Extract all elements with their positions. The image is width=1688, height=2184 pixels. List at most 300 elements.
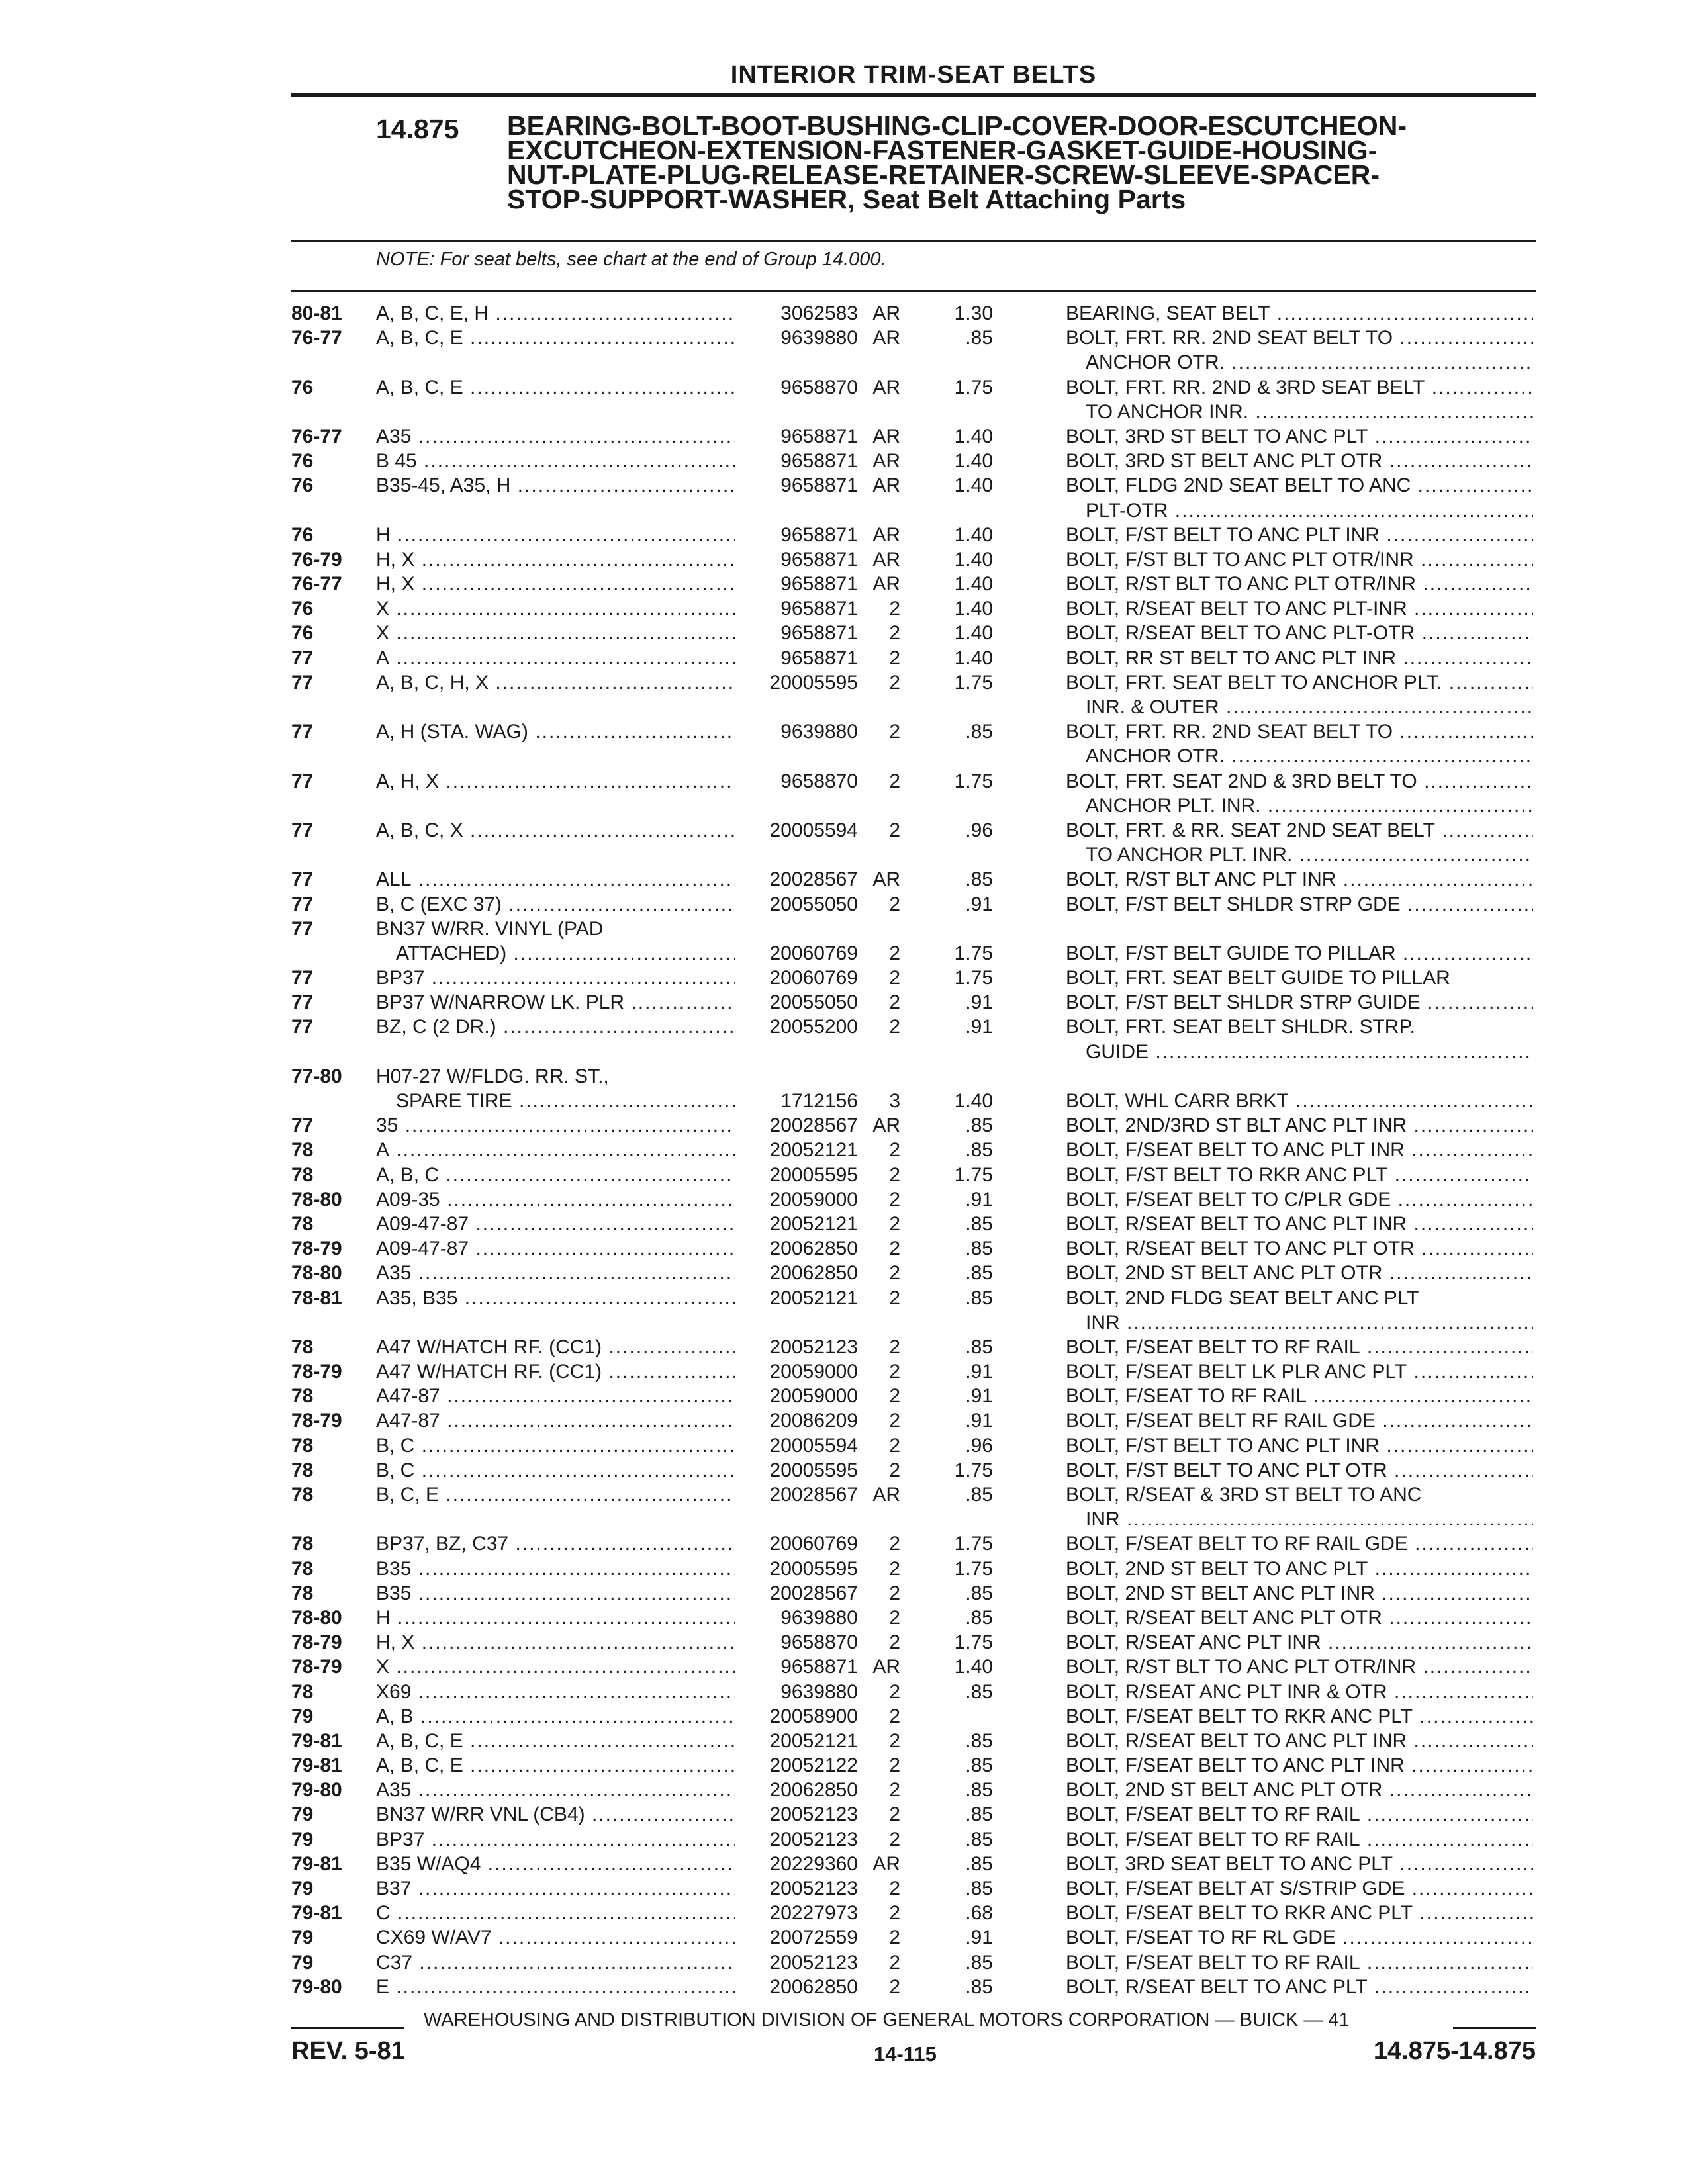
table-row [291,1261,1536,1285]
table-row [291,1827,1536,1852]
model-application: B, C (EXC 37) ..... [376,892,735,917]
model-application: ATTACHED) ..... [396,941,735,966]
table-row [291,990,1536,1015]
table-row [291,1236,1536,1261]
price: .85 [965,1212,993,1235]
part-number: 9658871 [780,647,858,669]
model-application: H, X ..... [376,1630,735,1655]
revision-label: REV. 5-81 [291,2037,405,2065]
model-year: 79 [291,1878,314,1899]
model-application: A ..... [376,646,735,670]
description: BOLT, F/SEAT BELT TO RF RAIL ..... [1066,1802,1533,1827]
description: BOLT, F/SEAT BELT TO RF RAIL ..... [1066,1827,1533,1852]
table-row [291,1040,1536,1064]
description: BOLT, R/SEAT BELT TO ANC PLT INR ..... [1066,1729,1533,1753]
model-year: 77 [291,893,314,915]
part-number: 20052123 [769,1803,858,1826]
description: BOLT, F/ST BLT TO ANC PLT OTR/INR ..... [1066,547,1533,572]
description: BOLT, F/ST BELT TO ANC PLT OTR ..... [1066,1458,1533,1482]
description: BOLT, F/SEAT BELT TO ANC PLT INR ..... [1066,1753,1533,1778]
table-row [291,1778,1536,1802]
price: .85 [965,1336,993,1358]
price: .85 [965,1828,993,1850]
quantity: 2 [889,721,900,743]
model-application: A, B, C, E ..... [376,326,735,350]
model-application: A09-35 ..... [376,1187,735,1212]
quantity: 2 [889,1016,900,1038]
table-row [291,1458,1536,1482]
model-application: X ..... [376,596,735,621]
part-number: 9658870 [780,376,858,398]
model-application: BN37 W/RR. VINYL (PAD [376,917,604,940]
table-row [291,400,1536,424]
quantity: 2 [889,598,900,620]
table-row [291,1482,1536,1507]
model-year: 76 [291,475,314,497]
price: .85 [965,1852,993,1875]
group-title-line: EXCUTCHEON-EXTENSION-FASTENER-GASKET-GUIDE-HOUSING- [507,135,1378,165]
part-number: 20055050 [769,991,858,1014]
price: .91 [965,1927,993,1949]
price: 1.75 [954,967,993,989]
model-year: 80-81 [291,302,342,324]
description: BOLT, FRT. SEAT 2ND & 3RD BELT TO ..... [1066,769,1533,794]
model-year: 77 [291,1016,314,1038]
description: BOLT, R/SEAT ANC PLT INR ..... [1066,1630,1533,1655]
table-row [291,1630,1536,1655]
model-application: BP37 W/NARROW LK. PLR ..... [376,990,735,1015]
quantity: AR [872,523,900,546]
quantity: 2 [889,1803,900,1826]
part-number: 20086209 [769,1410,858,1432]
part-number: 20005594 [769,819,858,841]
quantity: 2 [889,1139,900,1161]
quantity: 2 [889,1779,900,1801]
part-number: 9639880 [780,1606,858,1629]
description: BOLT, R/ST BLT TO ANC PLT OTR/INR ..... [1066,572,1533,596]
quantity: 2 [889,1631,900,1654]
model-year: 78 [291,1212,314,1235]
part-number: 20005594 [769,1434,858,1457]
description: BOLT, F/SEAT BELT TO ANC PLT INR ..... [1066,1138,1533,1162]
price: .85 [965,1238,993,1260]
description: BOLT, R/SEAT BELT ANC PLT OTR ..... [1066,1606,1533,1630]
table-row [291,621,1536,645]
price: 1.40 [954,475,993,497]
model-application: A35, B35 ..... [376,1286,735,1310]
model-year: 79 [291,1951,314,1974]
model-application: H, X ..... [376,572,735,596]
price: .85 [965,1582,993,1604]
quantity: 2 [889,1902,900,1925]
quantity: AR [872,376,900,398]
model-application: A47-87 ..... [376,1408,735,1433]
table-row [291,892,1536,917]
description: BOLT, F/SEAT BELT TO C/PLR GDE ..... [1066,1187,1533,1212]
quantity: AR [872,573,900,596]
table-row [291,326,1536,350]
quantity: 2 [889,893,900,915]
model-year: 77 [291,967,314,989]
quantity: 2 [889,1238,900,1260]
model-year: 78 [291,1557,314,1580]
price: 1.75 [954,1459,993,1481]
table-row [291,769,1536,794]
table-row [291,1113,1536,1138]
model-application: BP37 ..... [376,1827,735,1852]
table-row [291,1852,1536,1876]
part-number: 9658871 [780,548,858,570]
table-row [291,1187,1536,1212]
quantity: 2 [889,1262,900,1285]
quantity: 2 [889,1606,900,1629]
table-row [291,1335,1536,1359]
description: BOLT, 3RD ST BELT TO ANC PLT ..... [1066,424,1533,449]
part-number: 1712156 [780,1090,858,1112]
model-application: E ..... [376,1975,735,1999]
model-year: 78-80 [291,1606,342,1629]
part-number: 20005595 [769,671,858,694]
model-application: BN37 W/RR VNL (CB4) ..... [376,1802,735,1827]
price: 1.75 [954,942,993,964]
price: .85 [965,721,993,743]
part-number: 20028567 [769,868,858,891]
model-application: A, H (STA. WAG) ..... [376,719,735,744]
price: 1.40 [954,425,993,447]
price: .85 [965,1803,993,1826]
description: BOLT, F/ST BELT TO RKR ANC PLT ..... [1066,1163,1533,1187]
title-rule [291,240,1536,242]
model-year: 78 [291,1336,314,1358]
table-row [291,1802,1536,1827]
table-row [291,1089,1536,1113]
table-row [291,1359,1536,1384]
description: BOLT, RR ST BELT TO ANC PLT INR ..... [1066,646,1533,670]
description: ANCHOR OTR. ..... [1086,744,1533,768]
model-application: A35 ..... [376,424,735,449]
model-application: A47 W/HATCH RF. (CC1) ..... [376,1335,735,1359]
price: 1.40 [954,523,993,546]
table-row [291,1950,1536,1975]
description: TO ANCHOR INR. ..... [1086,400,1533,424]
quantity: 2 [889,1459,900,1481]
model-year: 76-79 [291,548,342,570]
price: 1.40 [954,647,993,669]
table-row [291,498,1536,523]
model-application: B 45 ..... [376,449,735,473]
description: PLT-OTR ..... [1086,498,1533,523]
footer-rule-left [291,2027,404,2029]
part-number: 20052122 [769,1754,858,1777]
model-year: 79 [291,1705,314,1727]
model-application: A, B, C, E ..... [376,1729,735,1753]
part-number: 9658871 [780,598,858,620]
table-row [291,1876,1536,1901]
group-title-line: BEARING-BOLT-BOOT-BUSHING-CLIP-COVER-DOOR-ESCUTCHEON- [507,111,1407,141]
price: .85 [965,1754,993,1777]
model-application: A, B, C ..... [376,1163,735,1187]
price: 1.40 [954,598,993,620]
table-row [291,842,1536,867]
table-row [291,670,1536,695]
description: BOLT, F/SEAT BELT TO RF RAIL ..... [1066,1950,1533,1975]
header-rule [291,93,1536,97]
price: .85 [965,1484,993,1506]
description: BOLT, F/ST BELT TO ANC PLT INR ..... [1066,1433,1533,1458]
part-number: 20005595 [769,1459,858,1481]
price: 1.40 [954,450,993,473]
price: 1.75 [954,1163,993,1186]
model-year: 76 [291,450,314,473]
model-year: 77 [291,991,314,1014]
model-application: A, B, C, X ..... [376,818,735,842]
price: .85 [965,1262,993,1285]
part-number: 20055050 [769,893,858,915]
model-year: 79-80 [291,1976,342,1998]
price: .68 [965,1902,993,1925]
quantity: AR [872,1852,900,1875]
price: .85 [965,1115,993,1137]
price: .85 [965,1878,993,1899]
group-number: 14.875 [376,114,459,144]
model-application: SPARE TIRE ..... [396,1089,735,1113]
part-number: 9658871 [780,1656,858,1678]
quantity: 2 [889,1951,900,1974]
price: 1.40 [954,1656,993,1678]
table-row [291,1925,1536,1950]
description: BOLT, R/SEAT BELT TO ANC PLT-OTR ..... [1066,621,1533,645]
quantity: 2 [889,1163,900,1186]
price: .91 [965,893,993,915]
model-application: A ..... [376,1138,735,1162]
model-application: B35-45, A35, H ..... [376,473,735,498]
price: .85 [965,868,993,891]
model-application: B35 ..... [376,1581,735,1606]
description: BOLT, R/SEAT BELT TO ANC PLT OTR ..... [1066,1236,1533,1261]
price: 1.75 [954,1533,993,1555]
description: BOLT, F/SEAT BELT TO RKR ANC PLT ..... [1066,1704,1533,1729]
part-number: 20052121 [769,1139,858,1161]
table-row [291,1408,1536,1433]
model-application: A35 ..... [376,1261,735,1285]
model-year: 79 [291,1828,314,1850]
part-number: 9639880 [780,721,858,743]
price: .85 [965,327,993,349]
model-year: 78-79 [291,1410,342,1432]
table-row [291,744,1536,768]
quantity: 2 [889,1361,900,1383]
quantity: 2 [889,1212,900,1235]
table-row [291,1729,1536,1753]
model-year: 76 [291,376,314,398]
model-application: BZ, C (2 DR.) ..... [376,1015,735,1039]
description: BOLT, F/SEAT BELT LK PLR ANC PLT ..... [1066,1359,1533,1384]
model-year: 78-79 [291,1361,342,1383]
note-rule [291,290,1536,292]
quantity: 3 [889,1090,900,1112]
model-year: 77 [291,1115,314,1137]
price: 1.40 [954,573,993,596]
description: BOLT, F/ST BELT TO ANC PLT INR ..... [1066,523,1533,547]
description: BOLT, 2ND ST BELT TO ANC PLT ..... [1066,1557,1533,1581]
part-number: 20229360 [769,1852,858,1875]
quantity: 2 [889,819,900,841]
model-year: 77 [291,721,314,743]
model-application: C ..... [376,1901,735,1925]
model-year: 78 [291,1163,314,1186]
model-year: 77 [291,917,314,940]
quantity: AR [872,475,900,497]
description: BOLT, R/SEAT BELT TO ANC PLT ..... [1066,1975,1533,1999]
group-title [507,111,1540,214]
part-number: 20028567 [769,1484,858,1506]
model-application: H07-27 W/FLDG. RR. ST., [376,1065,609,1087]
part-number: 9658871 [780,425,858,447]
model-application: A, B, C, E, H ..... [376,301,735,326]
model-year: 76-77 [291,327,342,349]
model-year: 78 [291,1385,314,1408]
price: .91 [965,1410,993,1432]
table-row [291,1557,1536,1581]
part-number: 20058900 [769,1705,858,1727]
model-application: BP37, BZ, C37 ..... [376,1531,735,1556]
table-row [291,596,1536,621]
description: BOLT, F/ST BELT SHLDR STRP GDE ..... [1066,892,1533,917]
model-application: X69 ..... [376,1680,735,1704]
table-row [291,301,1536,326]
table-row [291,1531,1536,1556]
table-row [291,1138,1536,1162]
description: BOLT, FLDG 2ND SEAT BELT TO ANC ..... [1066,473,1533,498]
model-year: 78-80 [291,1262,342,1285]
description: INR ..... [1086,1310,1533,1335]
quantity: 2 [889,1976,900,1998]
quantity: 2 [889,1828,900,1850]
table-row [291,1015,1536,1039]
model-year: 78 [291,1582,314,1604]
table-row [291,1433,1536,1458]
model-application: B, C ..... [376,1433,735,1458]
parts-list [291,301,1536,1999]
price: 1.40 [954,1090,993,1112]
price: 1.75 [954,1631,993,1654]
table-row [291,1975,1536,1999]
part-number: 20062850 [769,1238,858,1260]
model-application: A, B ..... [376,1704,735,1729]
description: BOLT, R/SEAT & 3RD ST BELT TO ANC [1066,1484,1422,1506]
model-year: 77 [291,770,314,792]
model-application: A47 W/HATCH RF. (CC1) ..... [376,1359,735,1384]
description: INR ..... [1086,1507,1533,1531]
model-application: B, C, E ..... [376,1482,735,1507]
table-row [291,375,1536,400]
description: BOLT, F/SEAT TO RF RL GDE ..... [1066,1925,1533,1950]
page-number: 14-115 [874,2042,937,2066]
quantity: AR [872,425,900,447]
description: ANCHOR PLT. INR. ..... [1086,794,1533,818]
description: BOLT, 2ND FLDG SEAT BELT ANC PLT [1066,1287,1419,1309]
model-year: 78-79 [291,1631,342,1654]
part-number: 20052123 [769,1336,858,1358]
description: BOLT, 2ND ST BELT ANC PLT OTR ..... [1066,1778,1533,1802]
model-year: 79-81 [291,1754,342,1777]
table-row [291,424,1536,449]
table-row [291,1163,1536,1187]
model-year: 78 [291,1533,314,1555]
table-row [291,1901,1536,1925]
part-number: 20052123 [769,1951,858,1974]
model-year: 79-81 [291,1902,342,1925]
model-year: 78-80 [291,1188,342,1210]
price: .85 [965,1951,993,1974]
model-application: H ..... [376,1606,735,1630]
description: BOLT, FRT. RR. 2ND SEAT BELT TO ..... [1066,719,1533,744]
price: 1.40 [954,548,993,570]
quantity: AR [872,450,900,473]
model-year: 76 [291,598,314,620]
quantity: AR [872,327,900,349]
model-application: A47-87 ..... [376,1384,735,1408]
description: INR. & OUTER ..... [1086,695,1533,719]
model-application: A, B, C, H, X ..... [376,670,735,695]
model-year: 77-80 [291,1065,342,1087]
table-row [291,941,1536,966]
description: BOLT, FRT. & RR. SEAT 2ND SEAT BELT ..... [1066,818,1533,842]
table-row [291,473,1536,498]
part-number: 20227973 [769,1902,858,1925]
description: BOLT, R/ST BLT TO ANC PLT OTR/INR ..... [1066,1655,1533,1679]
description: BOLT, 2ND ST BELT ANC PLT OTR ..... [1066,1261,1533,1285]
description: BOLT, F/SEAT BELT RF RAIL GDE ..... [1066,1408,1533,1433]
part-number: 20052123 [769,1878,858,1899]
part-number: 20055200 [769,1016,858,1038]
table-row [291,1680,1536,1704]
part-number: 20028567 [769,1582,858,1604]
price: .85 [965,1680,993,1703]
model-year: 79 [291,1927,314,1949]
table-row [291,547,1536,572]
table-row [291,695,1536,719]
table-row [291,1606,1536,1630]
table-row [291,917,1536,941]
price: .96 [965,1434,993,1457]
part-number: 9658871 [780,523,858,546]
price: 1.30 [954,302,993,324]
price: .85 [965,1139,993,1161]
table-row [291,523,1536,547]
part-number: 9658871 [780,622,858,645]
part-number: 9658871 [780,573,858,596]
table-row [291,1310,1536,1335]
quantity: 2 [889,942,900,964]
part-number: 20072559 [769,1927,858,1949]
quantity: 2 [889,647,900,669]
description: BOLT, WHL CARR BRKT ..... [1066,1089,1533,1113]
model-application: CX69 W/AV7 ..... [376,1925,735,1950]
model-application: BP37 ..... [376,966,735,990]
footer-rule-right [1453,2027,1536,2029]
quantity: 2 [889,1878,900,1899]
model-application: H, X ..... [376,547,735,572]
model-year: 77 [291,868,314,891]
table-row [291,794,1536,818]
quantity: AR [872,1115,900,1137]
table-row [291,966,1536,990]
quantity: 2 [889,1754,900,1777]
quantity: 2 [889,1434,900,1457]
model-year: 76-77 [291,425,342,447]
quantity: 2 [889,1533,900,1555]
